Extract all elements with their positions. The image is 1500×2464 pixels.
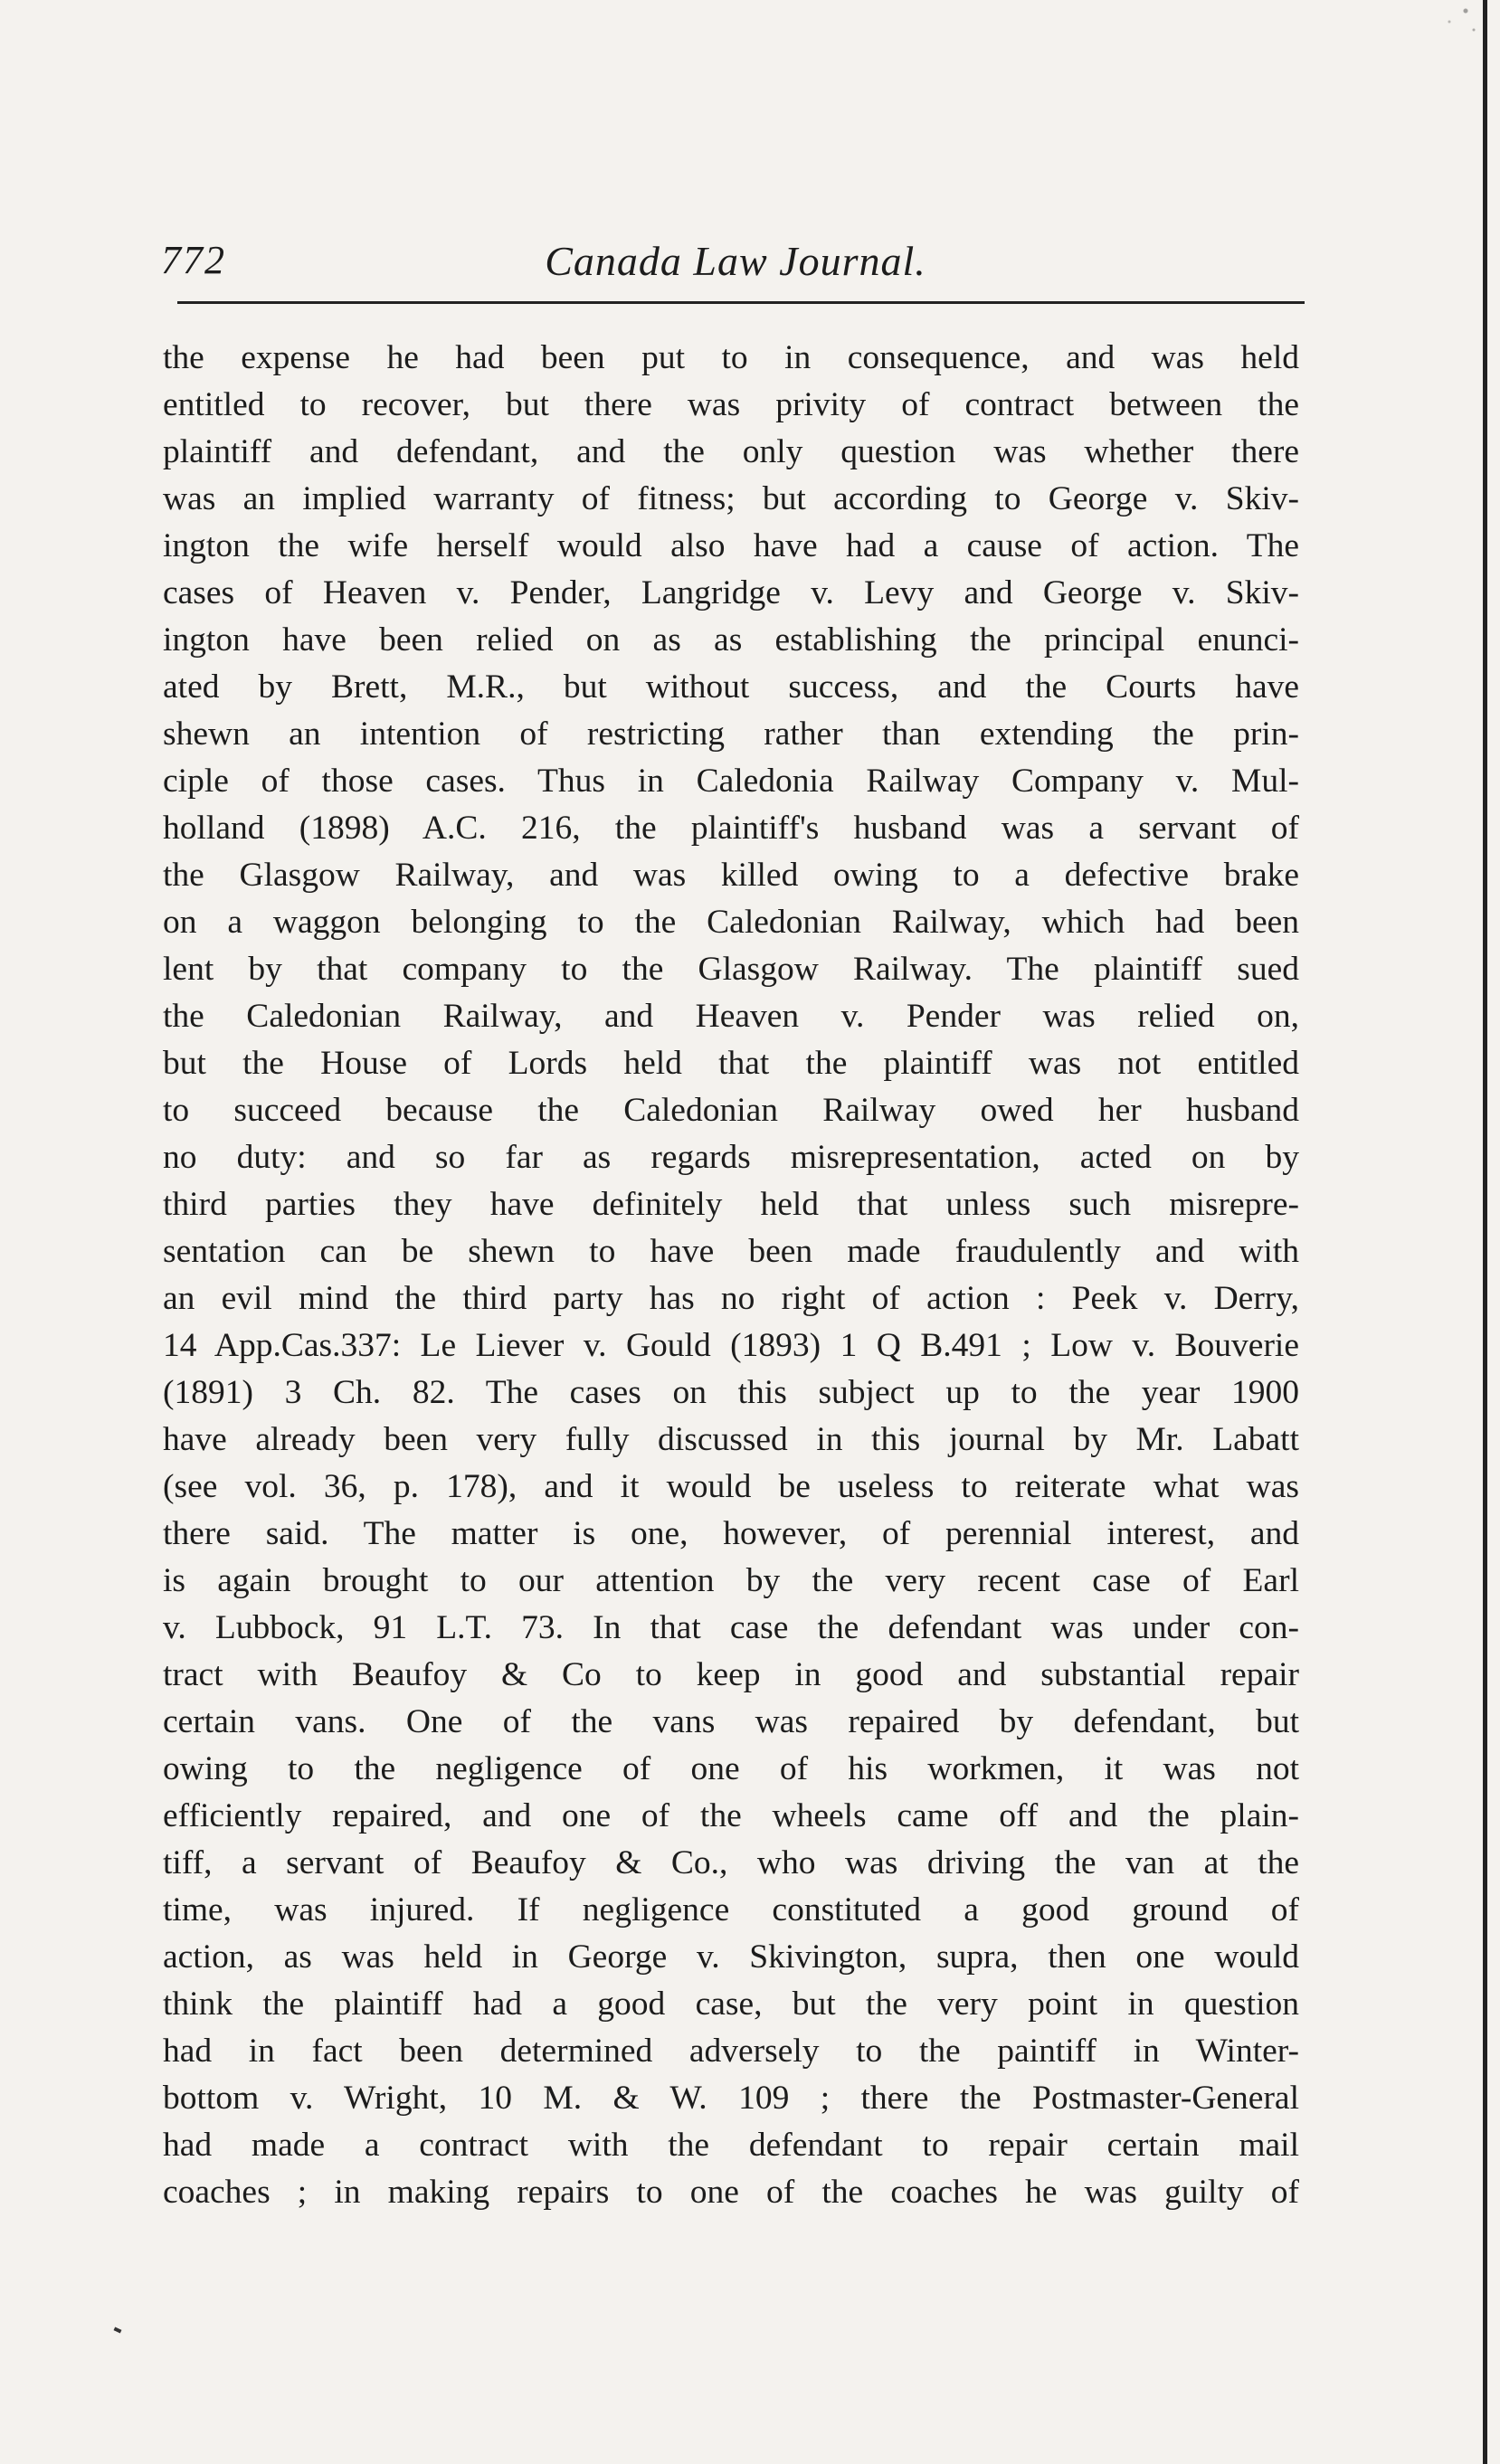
- text-line: have already been very fully discussed in this journal by Mr. Labatt: [163, 1421, 1299, 1458]
- text-line: ated by Brett, M.R., but without success, and the Courts have: [163, 668, 1299, 706]
- text-line: efficiently repaired, and one of the wheels came off and the plain-: [163, 1797, 1299, 1834]
- text-line: owing to the negligence of one of his workmen, it was not: [163, 1750, 1299, 1787]
- body-text: [163, 335, 1299, 2216]
- text-line: tiff, a servant of Beaufoy & Co., who was driving the van at the: [163, 1844, 1299, 1881]
- text-line: ington the wife herself would also have had a cause of action. The: [163, 527, 1299, 564]
- text-line: third parties they have definitely held that unless such misrepre-: [163, 1186, 1299, 1223]
- header-rule: [177, 301, 1305, 304]
- text-line: coaches ; in making repairs to one of the coaches he was guilty of: [163, 2174, 1299, 2211]
- page-number: 772: [161, 238, 226, 282]
- text-line: was an implied warranty of fitness; but according to George v. Skiv-: [163, 480, 1299, 517]
- text-line: action, as was held in George v. Skivington, supra, then one would: [163, 1938, 1299, 1976]
- text-line: is again brought to our attention by the very recent case of Earl: [163, 1562, 1299, 1599]
- scan-edge: [1483, 0, 1487, 2464]
- text-line: had made a contract with the defendant to repair certain mail: [163, 2127, 1299, 2164]
- text-line: but the House of Lords held that the plaintiff was not entitled: [163, 1045, 1299, 1082]
- text-line: ington have been relied on as as establishing the principal enunci-: [163, 621, 1299, 659]
- running-title: Canada Law Journal.: [545, 238, 926, 284]
- text-line: bottom v. Wright, 10 M. & W. 109 ; there the Postmaster-General: [163, 2080, 1299, 2117]
- text-line: (1891) 3 Ch. 82. The cases on this subject up to the year 1900: [163, 1374, 1299, 1411]
- text-line: time, was injured. If negligence constituted a good ground of: [163, 1891, 1299, 1929]
- text-line: holland (1898) A.C. 216, the plaintiff's husband was a servant of: [163, 810, 1299, 847]
- text-line: no duty: and so far as regards misrepresentation, acted on by: [163, 1139, 1299, 1176]
- text-line: shewn an intention of restricting rather than extending the prin-: [163, 716, 1299, 753]
- text-line: 14 App.Cas.337: Le Liever v. Gould (1893) 1 Q B.491 ; Low v. Bouverie: [163, 1327, 1299, 1364]
- text-line: tract with Beaufoy & Co to keep in good and substantial repair: [163, 1656, 1299, 1693]
- text-line: the Glasgow Railway, and was killed owing to a defective brake: [163, 857, 1299, 894]
- text-line: think the plaintiff had a good case, but the very point in question: [163, 1985, 1299, 2023]
- page-mark: [114, 2327, 122, 2333]
- text-line: plaintiff and defendant, and the only question was whether there: [163, 433, 1299, 470]
- text-line: to succeed because the Caledonian Railway owed her husband: [163, 1092, 1299, 1129]
- text-line: sentation can be shewn to have been made fraudulently and with: [163, 1233, 1299, 1270]
- text-line: cases of Heaven v. Pender, Langridge v. Levy and George v. Skiv-: [163, 574, 1299, 611]
- text-line: had in fact been determined adversely to the paintiff in Winter-: [163, 2033, 1299, 2070]
- text-line: v. Lubbock, 91 L.T. 73. In that case the defendant was under con-: [163, 1609, 1299, 1646]
- page-header: [161, 237, 1310, 291]
- scan-speckle: [1428, 0, 1482, 54]
- text-line: the expense he had been put to in consequence, and was held: [163, 339, 1299, 376]
- text-line: (see vol. 36, p. 178), and it would be useless to reiterate what was: [163, 1468, 1299, 1505]
- text-line: entitled to recover, but there was privity of contract between the: [163, 386, 1299, 423]
- text-line: the Caledonian Railway, and Heaven v. Pender was relied on,: [163, 998, 1299, 1035]
- text-line: certain vans. One of the vans was repaired by defendant, but: [163, 1703, 1299, 1740]
- text-line: an evil mind the third party has no right of action : Peek v. Derry,: [163, 1280, 1299, 1317]
- text-line: ciple of those cases. Thus in Caledonia Railway Company v. Mul-: [163, 763, 1299, 800]
- text-line: on a waggon belonging to the Caledonian Railway, which had been: [163, 904, 1299, 941]
- text-line: lent by that company to the Glasgow Railway. The plaintiff sued: [163, 951, 1299, 988]
- text-line: there said. The matter is one, however, of perennial interest, and: [163, 1515, 1299, 1552]
